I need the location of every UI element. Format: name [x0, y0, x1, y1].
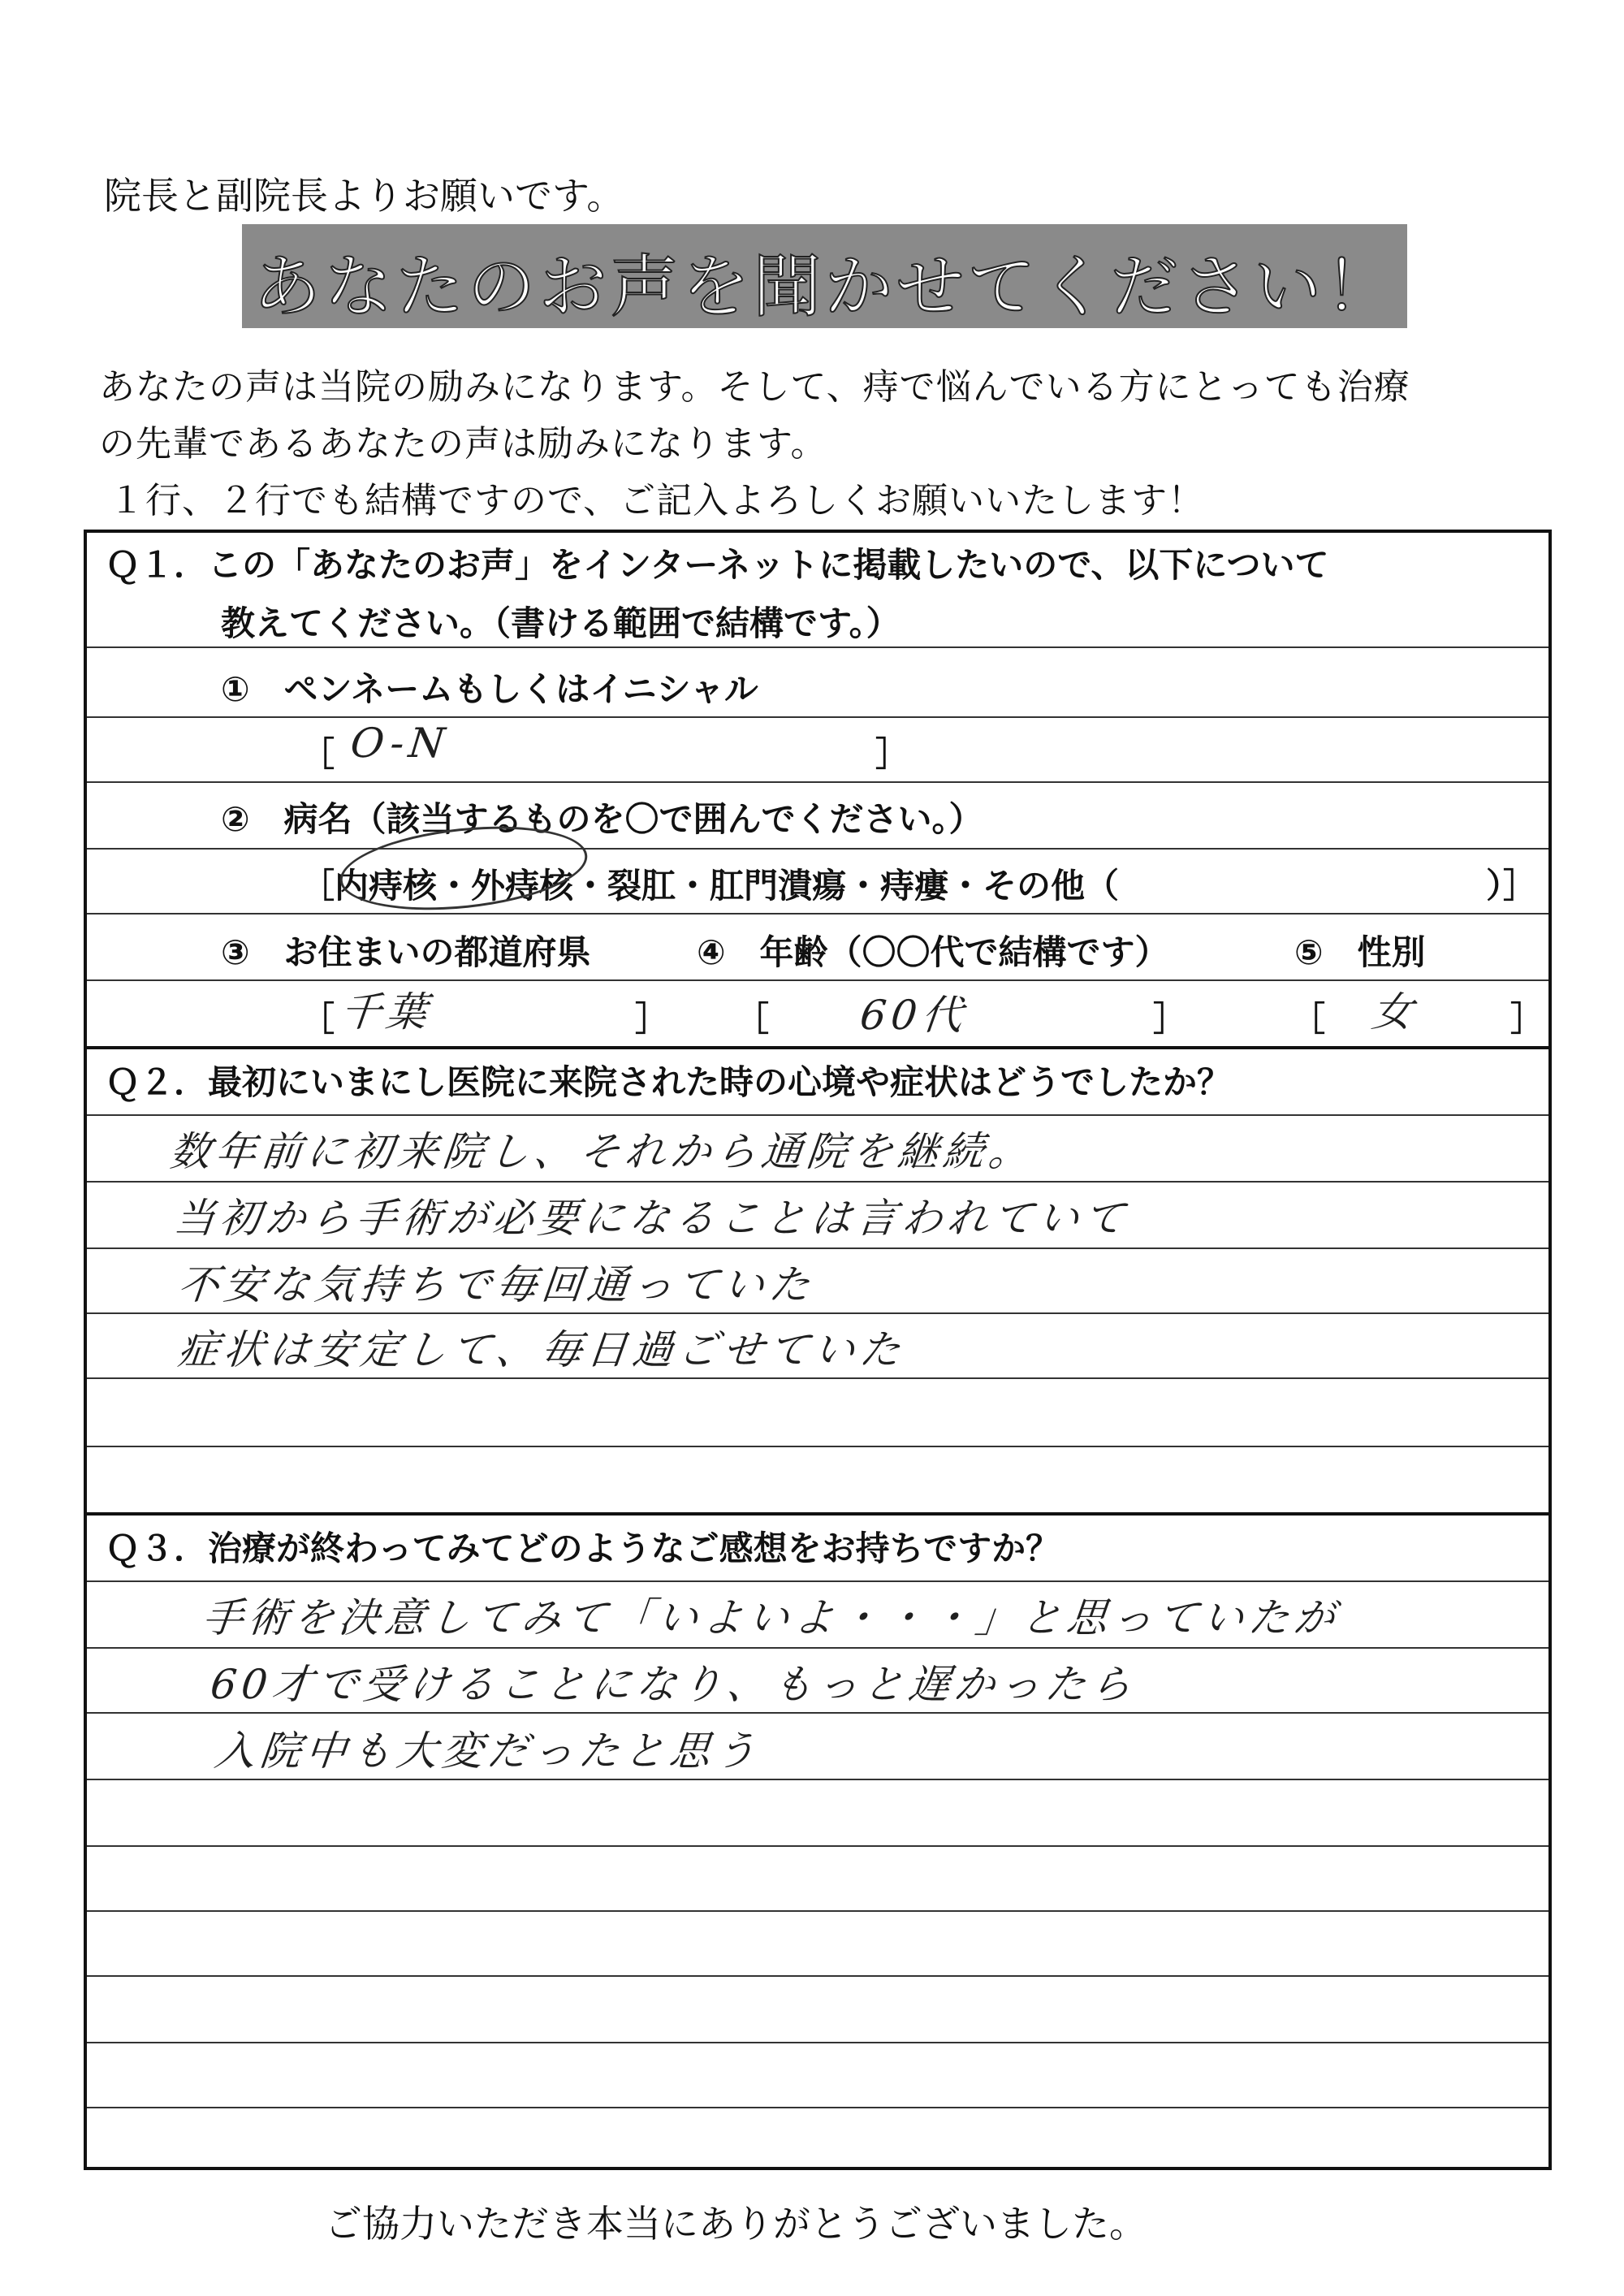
prefecture-answer: 千葉: [338, 988, 434, 1036]
q2-answer-line: 当初から手術が必要になることは言われていて: [171, 1195, 1132, 1242]
rule: [87, 1975, 1548, 1977]
q1-item-prefecture-label: ③ お住まいの都道府県: [221, 932, 591, 972]
rule: [87, 1247, 1548, 1249]
rule: [87, 781, 1548, 783]
q2-answer-line: 症状は安定して、毎日過ごせていた: [175, 1326, 908, 1373]
rule: [87, 1779, 1548, 1780]
age-answer: 60代: [857, 992, 970, 1039]
bracket-close: ］: [875, 734, 910, 774]
q2-text: Ｑ２．最初にいまにし医院に来院された時の心境や症状はどうでしたか？: [106, 1062, 1232, 1102]
rule: [87, 979, 1548, 981]
rule: [87, 1312, 1548, 1314]
q2-answer-line: 数年前に初来院し、それから通院を継続。: [167, 1128, 1037, 1175]
title-banner: [242, 224, 1407, 328]
gender-answer: 女: [1369, 988, 1420, 1036]
lead-line-1: あなたの声は当院の励みになります。そして、痔で悩んでいる方にとっても治療: [99, 366, 1410, 408]
rule: [87, 716, 1548, 718]
section-divider: [87, 1046, 1548, 1049]
lead-line-3: １行、２行でも結構ですので、ご記入よろしくお願いいたします！: [109, 480, 1205, 521]
rule: [87, 1181, 1548, 1183]
bracket-close: ］: [1510, 999, 1545, 1039]
page-title: あなたのお声を聞かせてください！: [253, 247, 1397, 326]
q1-item-gender-label: ⑤ 性別: [1294, 932, 1426, 972]
q1-text-line-1: Ｑ１．この「あなたのお声」をインターネットに掲載したいので、以下について: [106, 545, 1329, 585]
bracket-open: ［: [735, 999, 770, 1039]
disease-options: ［内痔核・外痔核・裂肛・肛門潰瘍・痔瘻・その他（: [300, 866, 1120, 906]
rule: [87, 913, 1548, 915]
disease-options-close: ）］: [1486, 866, 1538, 906]
q3-answer-line: 入院中も大変だったと思う: [212, 1727, 763, 1775]
bracket-open: ［: [1291, 999, 1326, 1039]
q2-answer-line: 不安な気持ちで毎回通っていた: [175, 1261, 818, 1308]
rule: [87, 1446, 1548, 1447]
rule: [87, 1114, 1548, 1116]
q1-item-disease-label: ② 病名（該当するものを〇で囲んでください。）: [221, 799, 983, 839]
rule: [87, 1647, 1548, 1649]
section-divider: [87, 1512, 1548, 1516]
rule: [87, 2042, 1548, 2043]
rule: [87, 848, 1548, 850]
q3-text: Ｑ３．治療が終わってみてどのようなご感想をお持ちですか？: [106, 1529, 1060, 1568]
q3-answer-line: 60才で受けることになり、もっと遅かったら: [208, 1661, 1139, 1708]
bracket-open: ［: [300, 999, 335, 1039]
rule: [87, 1910, 1548, 1912]
lead-line-2: の先輩であるあなたの声は励みになります。: [99, 423, 827, 465]
bracket-close: ］: [1153, 999, 1188, 1039]
penname-answer: O-N: [348, 720, 452, 767]
bracket-close: ］: [635, 999, 670, 1039]
rule: [87, 2107, 1548, 2108]
closing-message: ご協力いただき本当にありがとうございました。: [325, 2202, 1147, 2246]
rule: [87, 646, 1548, 648]
rule: [87, 1845, 1548, 1847]
bracket-open: ［: [300, 734, 335, 774]
q1-item-penname-label: ① ペンネームもしくはイニシャル: [221, 669, 758, 709]
rule: [87, 1377, 1548, 1379]
q3-answer-line: 手術を決意してみて「いよいよ・・・」と思っていたが: [200, 1594, 1342, 1641]
intro-text: 院長と副院長よりお願いです。: [104, 174, 624, 218]
rule: [87, 1712, 1548, 1714]
q1-text-line-2: 教えてください。（書ける範囲で結構です。）: [221, 603, 901, 643]
rule: [87, 1580, 1548, 1582]
q1-item-age-label: ④ 年齢（〇〇代で結構です）: [697, 932, 1169, 972]
